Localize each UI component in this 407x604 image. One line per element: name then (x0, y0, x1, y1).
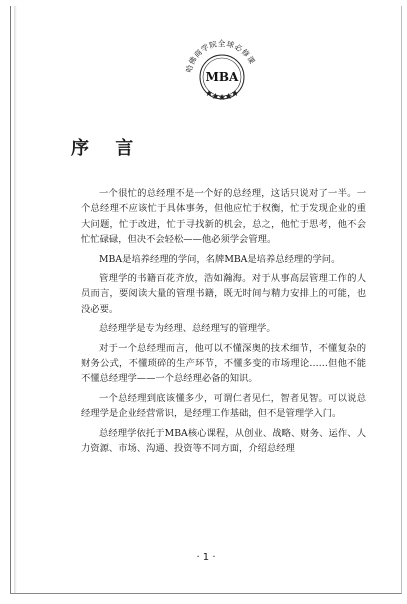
mba-seal-icon (179, 34, 265, 120)
paragraph: MBA是培养经理的学问，名牌MBA是培养总经理的学问。 (99, 253, 341, 265)
book-page (10, 6, 402, 594)
page-fold-shadow (14, 6, 17, 593)
page-number: · 1 · (196, 552, 216, 563)
paragraph: 总经理学依托于MBA核心课程，从创业、战略、财务、运作、人力资源、市场、沟通、投资等不同方面，介绍总经理 (81, 427, 366, 455)
logo-arc-text: 哈佛商学院全球必修课 (184, 39, 257, 74)
paragraph: 对于一个总经理而言，他可以不懂深奥的技术细节，不懂复杂的财务公式，不懂琐碎的生产环节，不懂多变的市场理论……但他不能不懂总经理学——一个总经理必备的知识。 (81, 342, 366, 385)
logo-mba-text: MBA (205, 70, 239, 84)
page-title: 序 言 (71, 138, 144, 159)
paragraph: 一个总经理到底该懂多少，可谓仁者见仁，智者见智。可以说总经理学是企业经营常识，是经理工作基础，但不是管理学入门。 (81, 392, 366, 420)
paragraph: 总经理学是专为经理、总经理写的管理学。 (99, 323, 276, 335)
mba-logo (179, 34, 265, 120)
paragraph: 一个很忙的总经理不是一个好的总经理，这话只说对了一半。一个总经理不应该忙于具体事务，但他应忙于权衡，忙于发现企业的重大问题，忙于改进，忙于寻找新的机会，总之，他忙于思考，他不会忙忙碌碌，但决不会轻松——他必须学会管理。 (81, 188, 366, 246)
preface-body (81, 186, 366, 461)
paragraph: 管理学的书籍百花齐放，浩如瀚海。对于从事高层管理工作的人员而言，要阅读大量的管理书籍，既无时间与精力安排上的可能，也没必要。 (81, 273, 366, 315)
